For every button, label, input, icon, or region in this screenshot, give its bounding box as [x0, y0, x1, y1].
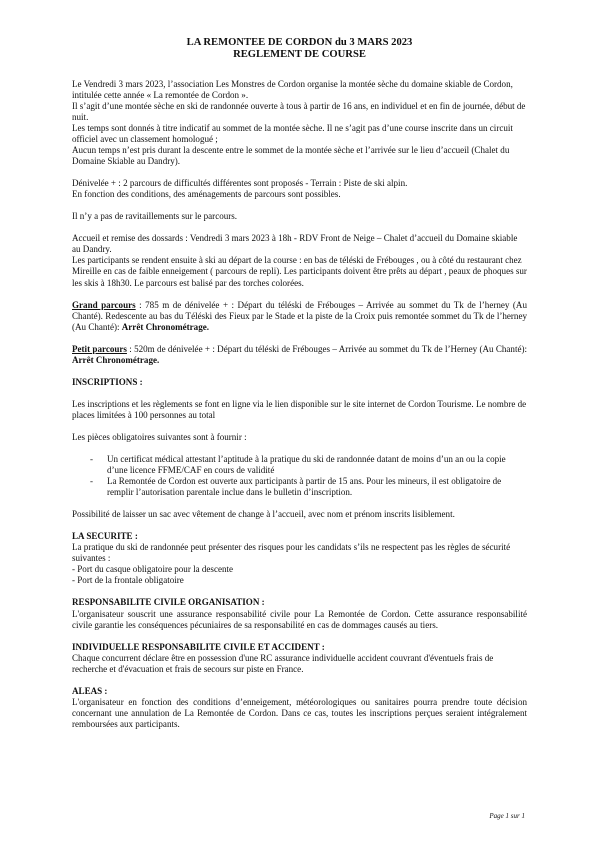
accueil-line: Les participants se rendent ensuite à ski au départ de la course : en bas de téléski de Frébouges , ou à côté du restaurant chez Mireille en cas de faible enneigement ( parcours de repli). Les participants doivent être prêts au départ , peaux de phoques sur les skis à 18h30. Le parcours est balisé par des torches colorées.: [72, 255, 527, 288]
petit-parcours-text: : 520m de dénivelée + : Départ du téléski de Frébouges – Arrivée au sommet du Tk de l’Herney (Au Chanté):: [126, 343, 527, 354]
rc-organisation-heading: RESPONSABILITE CIVILE ORGANISATION :: [72, 597, 265, 608]
denivele-line: En fonction des conditions, des aménagements de parcours sont possibles.: [72, 189, 341, 200]
title-line-2: REGLEMENT DE COURSE: [233, 49, 366, 61]
list-item-text: La Remontée de Cordon est ouverte aux participants à partir de 15 ans. Pour les mineurs, il est obligatoire de remplir l’autorisation parentale inclue dans le bulletin d’inscription.: [107, 476, 502, 498]
securite-rule-frontale: - Port de la frontale obligatoire: [72, 575, 184, 586]
petit-parcours-paragraph: [72, 344, 527, 366]
aleas-paragraph: L'organisateur en fonction des conditions d’enneigement, météorologiques ou sanitaires pourra prendre toute décision concernant une annulation de La Remontée de Cordon. Dans ce cas, toutes les inscriptions perçues seraient intégralement remboursées aux participants.: [72, 696, 527, 729]
title-line-1: LA REMONTEE DE CORDON du 3 MARS 2023: [186, 37, 413, 48]
accueil-line: Accueil et remise des dossards : Vendredi 3 mars 2023 à 18h - RDV Front de Neige – Chalet d’accueil du Domaine skiable au Dandry.: [72, 233, 518, 255]
petit-parcours-label: Petit parcours: [72, 343, 127, 354]
pieces-list: [72, 454, 527, 498]
ravitaillement-text: Il n’y a pas de ravitaillements sur le parcours.: [72, 211, 238, 222]
inscriptions-paragraph: Les inscriptions et les règlements se font en ligne via le lien disponible sur le site internet de Cordon Tourisme. Le nombre de places limitées à 100 personnes au total: [72, 398, 527, 420]
intro-paragraph: [72, 79, 527, 167]
individuelle-paragraph: Chaque concurrent déclare être en possession d'une RC assurance individuelle accident couvrant d'éventuels frais de recherche et d'évacuation et frais de secours sur piste en France.: [72, 652, 494, 674]
securite-paragraph: La pratique du ski de randonnée peut présenter des risques pour les candidats s’ils ne respectent pas les règles de sécurité suivantes :: [72, 542, 511, 564]
individuelle-heading: INDIVIDUELLE RESPONSABILITE CIVILE ET ACCIDENT :: [72, 641, 325, 652]
denivele-line: Dénivelée + : 2 parcours de difficultés différentes sont proposés - Terrain : Piste de ski alpin.: [72, 178, 408, 189]
list-item: [72, 454, 527, 476]
page-number: Page 1 sur 1: [489, 812, 525, 820]
document-body: [72, 37, 527, 730]
pieces-intro: Les pièces obligatoires suivantes sont à fournir :: [72, 431, 247, 442]
securite-rule-casque: - Port du casque obligatoire pour la descente: [72, 564, 234, 575]
grand-parcours-label: Grand parcours: [72, 299, 136, 310]
inscriptions-heading: INSCRIPTIONS :: [72, 376, 143, 387]
securite-heading: LA SECURITE :: [72, 531, 138, 542]
bullet-dash: -: [90, 476, 94, 487]
list-item-text: Un certificat médical attestant l’aptitude à la pratique du ski de randonnée datant de moins d’un an ou la copie d’une licence FFME/CAF en cours de validité: [107, 453, 506, 476]
accueil-paragraph: [72, 233, 527, 288]
bullet-dash: -: [90, 453, 94, 464]
denivele-paragraph: [72, 178, 527, 200]
grand-parcours-chrono: Arrêt Chronométrage.: [121, 321, 210, 332]
intro-line: Aucun temps n’est pris durant la descente entre le sommet de la montée sèche et l’arrivée sur le lieu d’accueil (Chalet du Domaine Skiable au Dandry).: [72, 145, 510, 167]
grand-parcours-text: : 785 m de dénivelée + : Départ du téléski de Frébouges – Arrivée au sommet du Tk de l’herney (Au Chanté). Redescente au bas du Téléski des Fieux par le Stade et la piste de la Croix puis remontée sommet du Tk de l’herney (Au Chanté):: [72, 299, 527, 332]
aleas-heading: ALEAS :: [72, 685, 108, 696]
rc-organisation-paragraph: L'organisateur souscrit une assurance responsabilité civile pour La Remontée de Cordon. Cette assurance responsabilité civile garantie les conséquences pécuniaires de sa responsabilité en cas de dommages causés au tiers.: [72, 608, 527, 630]
petit-parcours-chrono: Arrêt Chronométrage.: [72, 354, 160, 365]
intro-line: Il s’agit d’une montée sèche en ski de randonnée ouverte à tous à partir de 16 ans, en individuel et en fin de journée, début de nuit.: [72, 100, 526, 122]
sac-paragraph: Possibilité de laisser un sac avec vêtement de change à l’accueil, avec nom et prénom inscrits lisiblement.: [72, 509, 455, 520]
intro-line: Le Vendredi 3 mars 2023, l’association Les Monstres de Cordon organise la montée sèche du domaine skiable de Cordon, intitulée cette année « La remontée de Cordon ».: [72, 78, 513, 100]
grand-parcours-paragraph: [72, 300, 527, 333]
intro-line: Les temps sont donnés à titre indicatif au sommet de la montée sèche. Il ne s’agit pas d’une course inscrite dans un circuit officiel avec un classement homologué ;: [72, 123, 513, 145]
document-title: [72, 37, 527, 62]
list-item: [72, 476, 527, 498]
